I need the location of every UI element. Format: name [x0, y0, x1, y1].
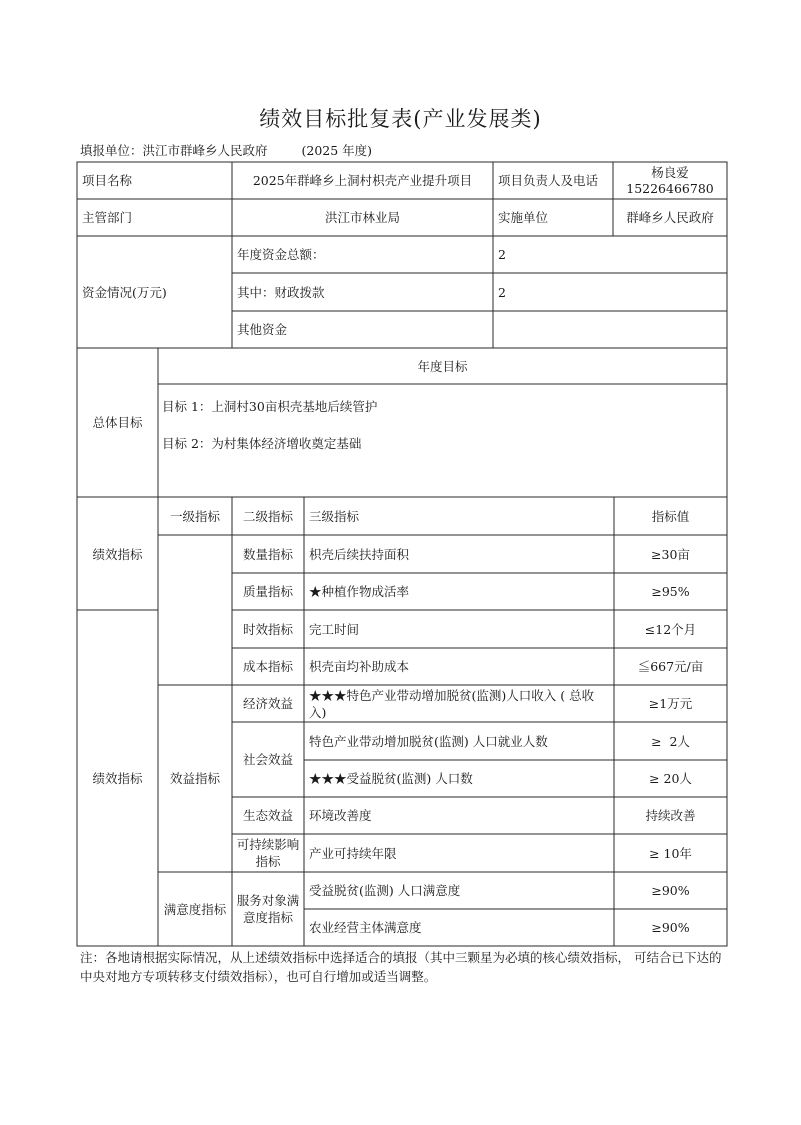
benefit-value: ≥ 2人: [651, 733, 690, 749]
benefit-level3: ★★★特色产业带动增加脱贫(监测)人口收入 ( 总收入): [309, 687, 595, 720]
satisfaction-level3: 农业经营主体满意度: [309, 920, 422, 935]
reporting-unit: 填报单位：洪江市群峰乡人民政府: [80, 143, 268, 158]
funds-fiscal-value: 2: [498, 284, 506, 300]
benefit-level3: ★★★受益脱贫(监测) 人口数: [309, 771, 473, 786]
indicators-label-bottom: 绩效指标: [92, 770, 143, 786]
funds-fiscal-label: 其中：财政拨款: [237, 284, 325, 300]
project-name-label: 项目名称: [82, 173, 133, 188]
satisfaction-value: ≥90%: [651, 920, 690, 935]
benefit-level1: 效益指标: [169, 771, 220, 786]
output-level3: 完工时间: [309, 621, 360, 637]
level3-header: 三级指标: [309, 508, 360, 524]
output-value: ≥95%: [651, 584, 690, 599]
funds-total-label: 年度资金总额：: [237, 247, 325, 262]
benefit-level2: 经济效益: [242, 696, 293, 711]
goals-label: 总体目标: [92, 415, 143, 430]
benefit-value: ≥ 20人: [649, 771, 692, 786]
dept-value: 洪江市林业局: [324, 210, 400, 225]
project-name-value: 2025年群峰乡上洞村枳壳产业提升项目: [252, 173, 473, 188]
output-value: ≦667元/亩: [637, 659, 704, 674]
funds-total-value: 2: [498, 247, 506, 262]
level1-header: 一级指标: [169, 508, 220, 524]
contact-phone: 15226466780: [626, 180, 714, 196]
output-level2: 成本指标: [242, 659, 293, 674]
contact-name: 杨良爱: [651, 164, 689, 180]
goal-item: 目标 2：为村集体经济增收奠定基础: [162, 435, 362, 451]
contact-value: [613, 162, 727, 199]
satisfaction-level1: 满意度指标: [163, 901, 227, 917]
document-title: 绩效目标批复表(产业发展类): [259, 107, 542, 131]
benefit-level2: 可持续影响指标: [236, 837, 300, 869]
benefit-level3: 产业可持续年限: [309, 845, 397, 861]
benefit-level3: 环境改善度: [309, 808, 372, 823]
goals-header: 年度目标: [417, 358, 468, 374]
contact-label: 项目负责人及电话: [498, 173, 599, 188]
output-value: ≤12个月: [644, 621, 697, 637]
output-level2: 数量指标: [242, 546, 293, 562]
impl-label: 实施单位: [498, 210, 549, 225]
dept-label: 主管部门: [82, 210, 133, 225]
level2-header: 二级指标: [242, 508, 293, 524]
output-level2: 质量指标: [242, 584, 293, 599]
funds-other-value: [498, 311, 727, 348]
funds-label: 资金情况(万元): [82, 284, 167, 300]
output-level3: ★种植作物成活率: [309, 584, 410, 599]
value-header: 指标值: [651, 508, 690, 524]
output-level3: 枳壳后续扶持面积: [309, 546, 410, 562]
funds-other-label: 其他资金: [237, 322, 288, 337]
indicators-label-top: 绩效指标: [92, 546, 143, 562]
benefit-value: ≥1万元: [648, 696, 693, 711]
benefit-level3: 特色产业带动增加脱贫(监测) 人口就业人数: [309, 733, 548, 749]
satisfaction-level2: 服务对象满意度指标: [236, 893, 300, 925]
satisfaction-value: ≥90%: [651, 883, 690, 898]
goal-item: 目标 1：上洞村30亩枳壳基地后续管护: [162, 398, 378, 414]
output-level2: 时效指标: [242, 621, 293, 637]
footnote: 注：各地请根据实际情况，从上述绩效指标中选择适合的填报（其中三颗星为必填的核心绩效指标， 可结合已下达的中央对地方专项转移支付绩效指标），也可自行增加或适当调整。: [80, 950, 722, 984]
benefit-level2: 社会效益: [242, 752, 293, 767]
benefit-value: ≥ 10年: [649, 845, 692, 861]
impl-value: 群峰乡人民政府: [626, 210, 714, 225]
output-level3: 枳壳亩均补助成本: [309, 659, 410, 674]
benefit-level2: 生态效益: [242, 808, 293, 823]
report-year: (2025 年度): [301, 143, 373, 158]
output-value: ≥30亩: [651, 546, 690, 562]
benefit-value: 持续改善: [645, 808, 696, 823]
satisfaction-level3: 受益脱贫(监测) 人口满意度: [309, 883, 461, 898]
